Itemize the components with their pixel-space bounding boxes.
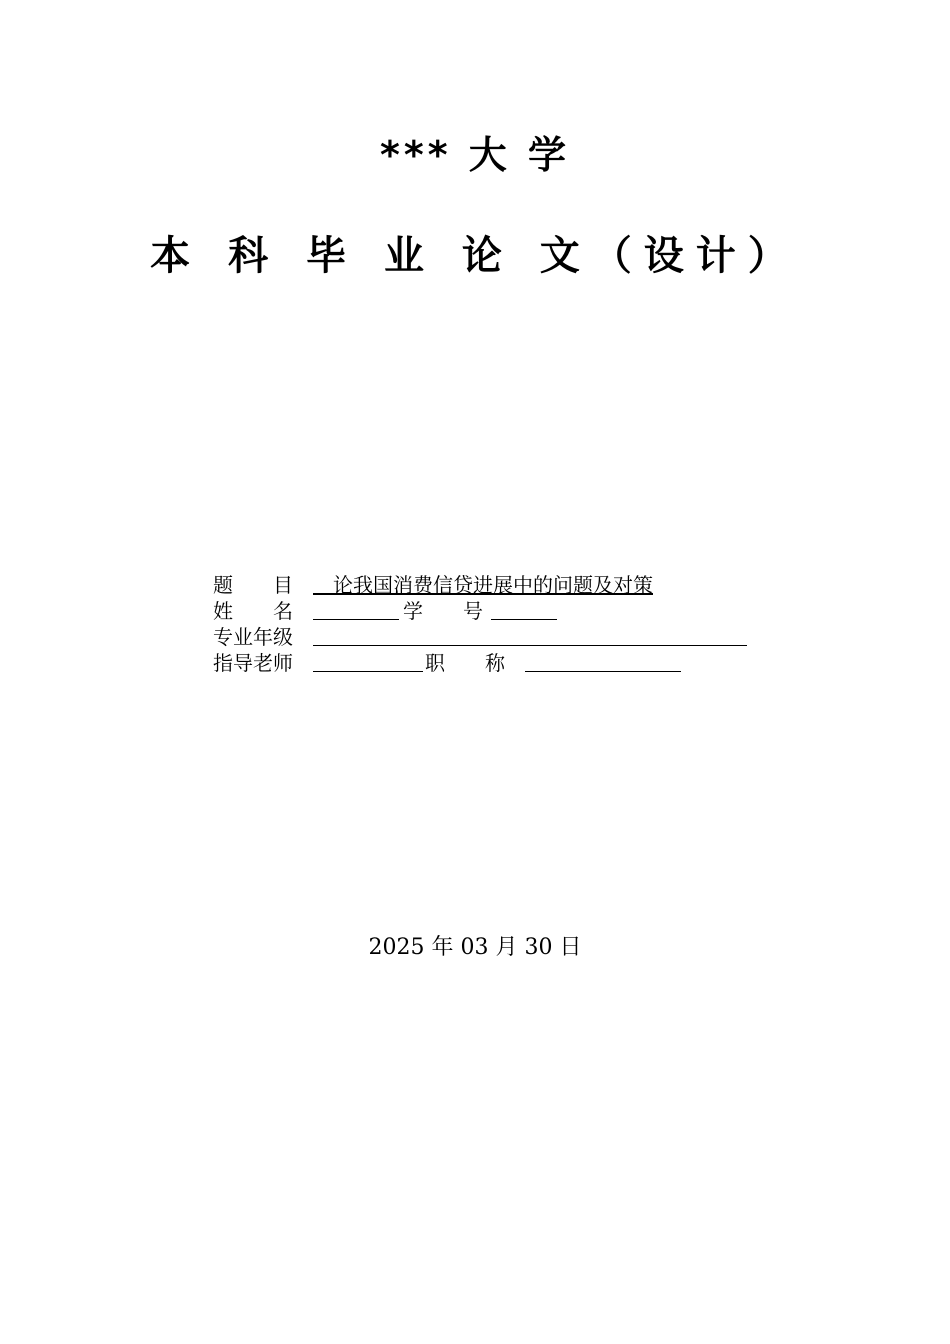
rank-blank: [525, 650, 681, 672]
name-label: 姓 名: [213, 599, 293, 623]
document-type-heading: 本 科 毕 业 论 文（设计）: [150, 233, 800, 279]
major-blank: [313, 624, 747, 646]
submission-date: 2025 年 03 月 30 日: [368, 935, 582, 960]
student-id-label: 学 号: [403, 599, 483, 623]
major-label: 专业年级: [213, 625, 293, 649]
name-blank: [313, 598, 399, 620]
advisor-label: 指导老师: [213, 651, 293, 675]
title-value: 论我国消费信贷进展中的问题及对策: [313, 573, 653, 597]
advisor-blank: [313, 650, 423, 672]
university-name: *** 大 学: [379, 133, 571, 177]
title-label: 题 目: [213, 573, 293, 597]
rank-label: 职 称: [425, 651, 505, 675]
student-id-blank: [491, 598, 557, 620]
